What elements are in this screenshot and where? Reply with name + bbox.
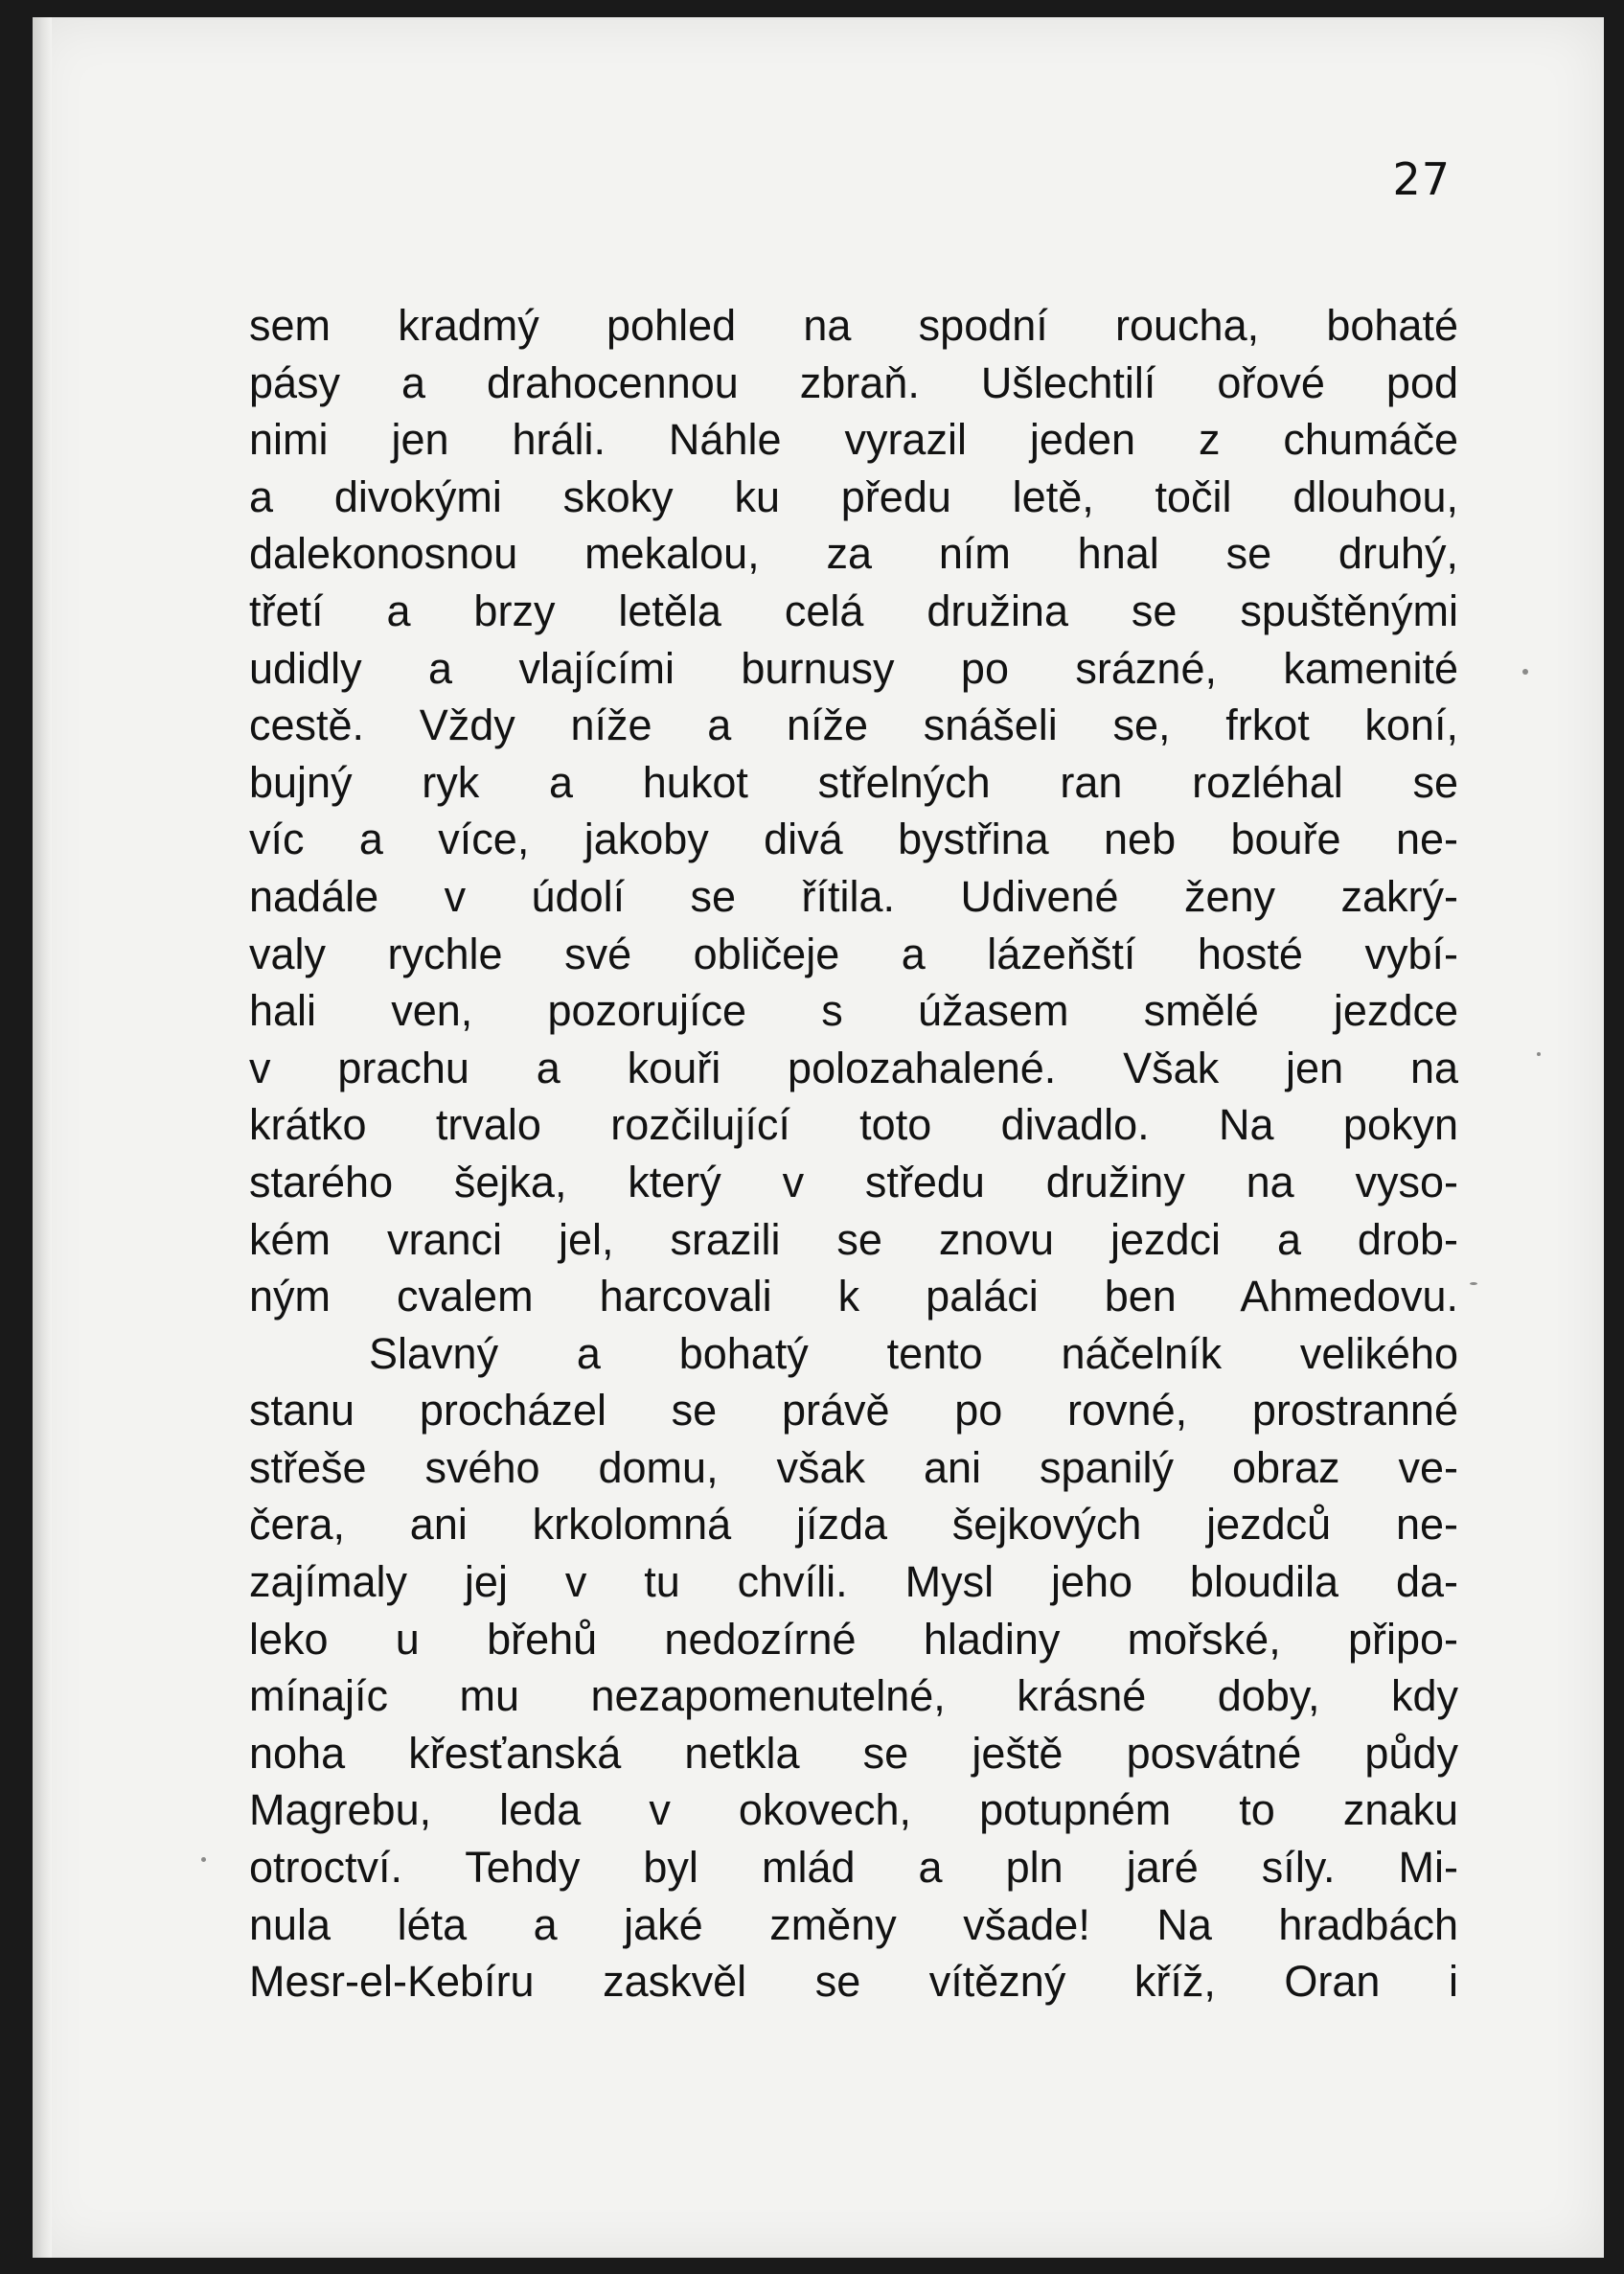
text-line: zajímaly jej v tu chvíli. Mysl jeho bloudila da- <box>249 1557 1458 1607</box>
text-line: střeše svého domu, však ani spanilý obraz ve- <box>249 1442 1458 1492</box>
text-line: Magrebu, leda v okovech, potupném to znaku <box>249 1785 1458 1835</box>
text-line: nadále v údolí se řítila. Udivené ženy zakrý- <box>249 871 1458 921</box>
body-text <box>249 297 1458 2010</box>
text-line: otroctví. Tehdy byl mlád a pln jaré síly. Mi- <box>249 1843 1458 1893</box>
text-line: Slavný a bohatý tento náčelník velikého <box>369 1328 1458 1378</box>
text-line: bujný ryk a hukot střelných ran rozléhal se <box>249 757 1458 807</box>
text-line: ným cvalem harcovali k paláci ben Ahmedovu. <box>249 1272 1458 1321</box>
text-line: čera, ani krkolomná jízda šejkových jezdců ne- <box>249 1500 1458 1550</box>
text-line: třetí a brzy letěla celá družina se spuštěnými <box>249 586 1458 635</box>
page-number: 27 <box>1392 153 1451 205</box>
text-line: nula léta a jaké změny všade! Na hradbách <box>249 1899 1458 1949</box>
text-line: udidly a vlajícími burnusy po srázné, kamenité <box>249 643 1458 693</box>
text-line: sem kradmý pohled na spodní roucha, bohaté <box>249 301 1458 350</box>
text-line: Mesr-el-Kebíru zaskvěl se vítězný kříž, Oran i <box>249 1957 1458 2007</box>
text-line: valy rychle své obličeje a lázeňští hosté vybí- <box>249 929 1458 978</box>
text-line: víc a více, jakoby divá bystřina neb bouře ne- <box>249 815 1458 864</box>
book-page <box>33 17 1604 2258</box>
paragraph-2 <box>249 1325 1458 2010</box>
text-line: kém vranci jel, srazili se znovu jezdci a drob- <box>249 1214 1458 1264</box>
text-line: v prachu a kouři polozahalené. Však jen na <box>249 1043 1458 1092</box>
paper-speck <box>1522 669 1528 675</box>
paragraph-1 <box>249 297 1458 1325</box>
text-line: starého šejka, který v středu družiny na vyso- <box>249 1157 1458 1206</box>
text-line: noha křesťanská netkla se ještě posvátné půdy <box>249 1728 1458 1778</box>
text-line: pásy a drahocennou zbraň. Ušlechtilí ořové pod <box>249 357 1458 407</box>
text-line: krátko trvalo rozčilující toto divadlo. Na pokyn <box>249 1100 1458 1150</box>
text-line: dalekonosnou mekalou, za ním hnal se druhý, <box>249 529 1458 579</box>
paper-speck <box>201 1857 206 1862</box>
paper-speck <box>1537 1052 1541 1056</box>
binding-edge <box>33 17 52 2258</box>
text-line: nimi jen hráli. Náhle vyrazil jeden z chumáče <box>249 415 1458 465</box>
text-line: stanu procházel se právě po rovné, prostranné <box>249 1386 1458 1436</box>
text-line: cestě. Vždy níže a níže snášeli se, frkot koní, <box>249 701 1458 750</box>
text-line: mínajíc mu nezapomenutelné, krásné doby, kdy <box>249 1671 1458 1721</box>
paper-speck <box>1470 1282 1477 1285</box>
text-line: leko u břehů nedozírné hladiny mořské, připo- <box>249 1614 1458 1664</box>
text-line: a divokými skoky ku předu letě, točil dlouhou, <box>249 471 1458 521</box>
text-line: hali ven, pozorujíce s úžasem smělé jezdce <box>249 986 1458 1036</box>
